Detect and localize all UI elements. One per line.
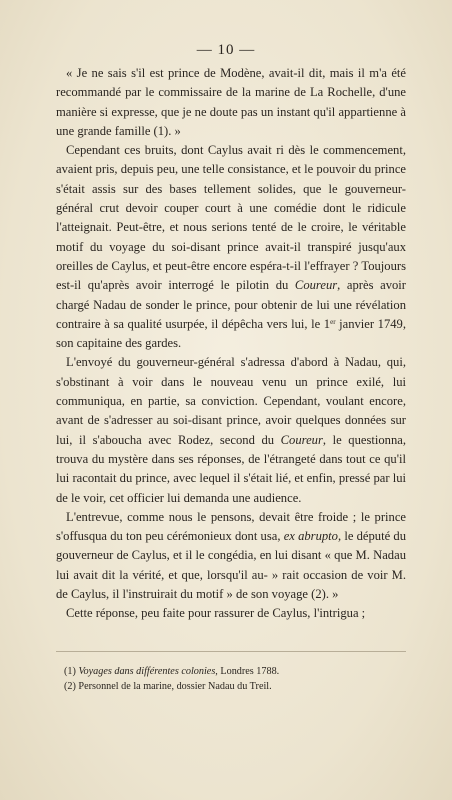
footnote: (2) Personnel de la marine, dossier Nadau du Treil.	[64, 681, 272, 692]
footnotes	[56, 664, 406, 694]
body-text	[56, 64, 406, 624]
footnote-rule	[56, 651, 406, 652]
page-number: — 10 —	[196, 42, 256, 58]
footnote: (1) Voyages dans différentes colonies, Londres 1788.	[64, 666, 280, 677]
paragraph: « Je ne sais s'il est prince de Modène, avait-il dit, mais il m'a été recommandé par le commissaire de la marine de La Rochelle, d'une manière si expresse, que je ne doute pas un instant qu'il appartienne à une grande famille (1). »	[56, 66, 406, 138]
paragraph: Cette réponse, peu faite pour rassurer de Caylus, l'intrigua ;	[66, 606, 366, 621]
paragraph: Cependant ces bruits, dont Caylus avait ri dès le commencement, avaient pris, depuis peu, une telle consistance, et le pouvoir du prince s'était assis sur des bases tellement solides, que le gouverneur-général crut devoir couper court à une comédie dont le ridicule l'atteignait. Peut-être, et nous serions tenté de le croire, le véritable motif du voyage du soi-disant prince avait-il transpiré jusqu'aux oreilles de Caylus, et peut-être encore espéra-t-il l'effrayer ? Toujours est-il qu'après avoir interrogé le pilotin du Coureur, après avoir chargé Nadau de sonder le prince, pour obtenir de lui une révélation contraire à sa qualité usurpée, il dépêcha vers lui, le 1er janvier 1749, son capitaine des gardes.	[56, 143, 406, 351]
paragraph: L'envoyé du gouverneur-général s'adressa d'abord à Nadau, qui, s'obstinant à voir dans le nouveau venu un prince exilé, lui communiqua, en partie, sa conviction. Cependant, voulant encore, avant de s'adresser au soi-disant prince, avoir quelques données sur lui, il s'aboucha avec Rodez, second du Coureur, le questionna, trouva du mystère dans ses réponses, de l'étrangeté dans tout ce qu'il lui racontait du prince, avec lequel il s'était lié, et enfin, pressé par lui de le voir, cet officier lui demanda une audience.	[56, 355, 407, 505]
paragraph: L'entrevue, comme nous le pensons, devait être froide ; le prince s'offusqua du ton peu cérémonieux dont usa, ex abrupto, le député du gouverneur de Caylus, et il le congédia, en lui disant « que M. Nadau lui avait dit la vérité, et que, lorsqu'il au- » rait occasion de voir M. de Caylus, il l'instruirait du motif » de son voyage (2). »	[56, 509, 406, 602]
